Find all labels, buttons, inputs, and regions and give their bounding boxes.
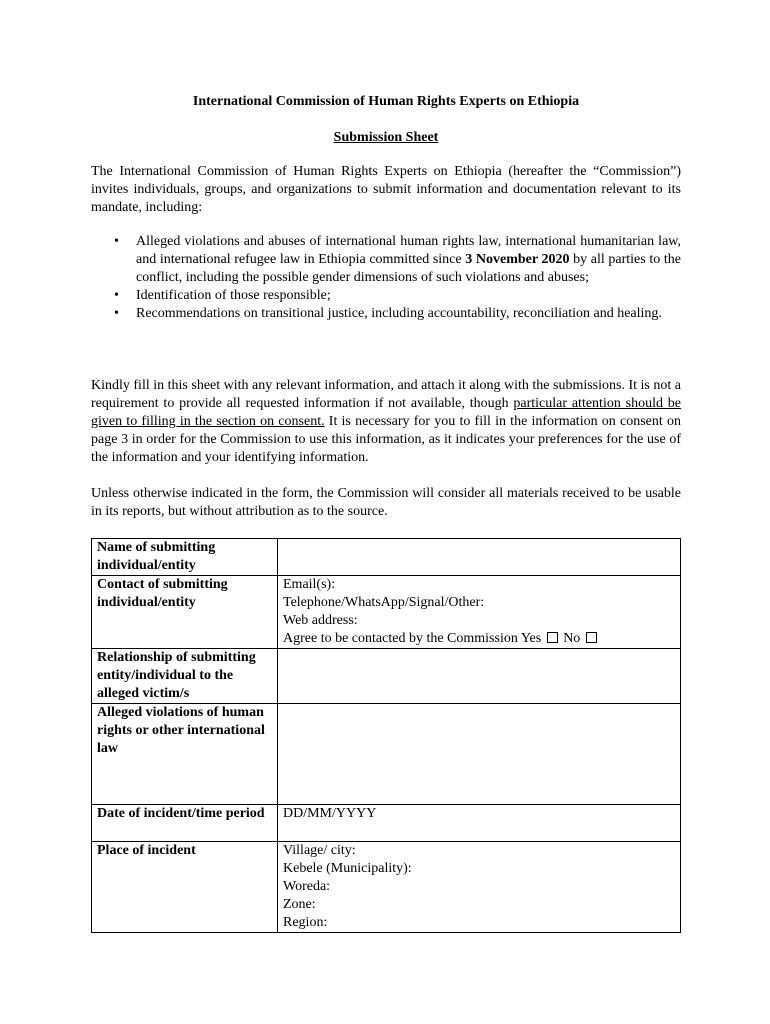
instructions-text: Kindly fill in this sheet with any relevant information, and attach it along with the submissions. It is not a requirement to provide all requested information if not available, though bbox=[91, 378, 681, 411]
submission-form-table bbox=[91, 538, 681, 933]
bullet-date: 3 November 2020 bbox=[465, 252, 570, 267]
web-field[interactable]: Web address: bbox=[283, 613, 358, 628]
instructions-paragraph bbox=[91, 377, 681, 467]
bullet-text-part: by all parties to the conflict, including the possible gender dimensions of such violations and abuses; bbox=[136, 252, 681, 285]
no-label: No bbox=[563, 631, 581, 646]
phone-field[interactable]: Telephone/WhatsApp/Signal/Other: bbox=[283, 595, 485, 610]
name-label: Name of submitting individual/entity bbox=[92, 539, 278, 576]
contact-consent bbox=[283, 630, 675, 648]
list-item bbox=[91, 233, 681, 287]
table-row bbox=[92, 842, 681, 933]
attribution-paragraph: Unless otherwise indicated in the form, the Commission will consider all materials received to be usable in its reports, but without attribution as to the source. bbox=[91, 486, 681, 519]
table-row bbox=[92, 576, 681, 649]
table-row bbox=[92, 704, 681, 805]
table-row bbox=[92, 805, 681, 842]
woreda-field[interactable]: Woreda: bbox=[283, 879, 331, 894]
consent-emphasis: particular attention should be given to filling in the section on consent. bbox=[91, 396, 681, 429]
instructions-text: It is necessary for you to fill in the information on consent on page 3 in order for the Commission to use this information, as it indicates your preferences for the use of the information and your identifying information. bbox=[91, 414, 681, 465]
place-label: Place of incident bbox=[92, 842, 278, 933]
contact-field[interactable] bbox=[278, 576, 681, 649]
relationship-label: Relationship of submitting entity/individual to the alleged victim/s bbox=[92, 649, 278, 704]
yes-checkbox[interactable] bbox=[547, 632, 558, 643]
zone-field[interactable]: Zone: bbox=[283, 897, 316, 912]
contact-label: Contact of submitting individual/entity bbox=[92, 576, 278, 649]
intro-paragraph: The International Commission of Human Rights Experts on Ethiopia (hereafter the “Commission”) invites individuals, groups, and organizations to submit information and documentation relevant to its mandate, including: bbox=[91, 164, 681, 215]
no-checkbox[interactable] bbox=[586, 632, 597, 643]
document-title: International Commission of Human Rights Experts on Ethiopia bbox=[192, 94, 580, 109]
name-field[interactable] bbox=[278, 539, 681, 576]
document-subtitle: Submission Sheet bbox=[333, 130, 439, 145]
bullet-text-part: Alleged violations and abuses of international human rights law, international humanitarian law, and international refugee law in Ethiopia committed since bbox=[136, 234, 681, 267]
bullet-icon: • bbox=[114, 234, 119, 249]
table-row bbox=[92, 649, 681, 704]
date-field[interactable]: DD/MM/YYYY bbox=[278, 805, 681, 842]
region-field[interactable]: Region: bbox=[283, 915, 328, 930]
violations-label: Alleged violations of human rights or other international law bbox=[92, 704, 278, 805]
bullet-text: Recommendations on transitional justice, including accountability, reconciliation and healing. bbox=[136, 306, 662, 321]
bullet-icon: • bbox=[114, 306, 119, 321]
relationship-field[interactable] bbox=[278, 649, 681, 704]
kebele-field[interactable]: Kebele (Municipality): bbox=[283, 861, 412, 876]
violations-field[interactable] bbox=[278, 704, 681, 805]
date-label: Date of incident/time period bbox=[92, 805, 278, 842]
mandate-list bbox=[91, 233, 681, 323]
email-field[interactable]: Email(s): bbox=[283, 577, 336, 592]
agree-label: Agree to be contacted by the Commission Yes bbox=[283, 631, 542, 646]
table-row bbox=[92, 539, 681, 576]
list-item bbox=[91, 305, 681, 323]
bullet-text: Identification of those responsible; bbox=[136, 288, 331, 303]
village-field[interactable]: Village/ city: bbox=[283, 843, 356, 858]
place-field[interactable] bbox=[278, 842, 681, 933]
list-item bbox=[91, 287, 681, 305]
bullet-icon: • bbox=[114, 288, 119, 303]
